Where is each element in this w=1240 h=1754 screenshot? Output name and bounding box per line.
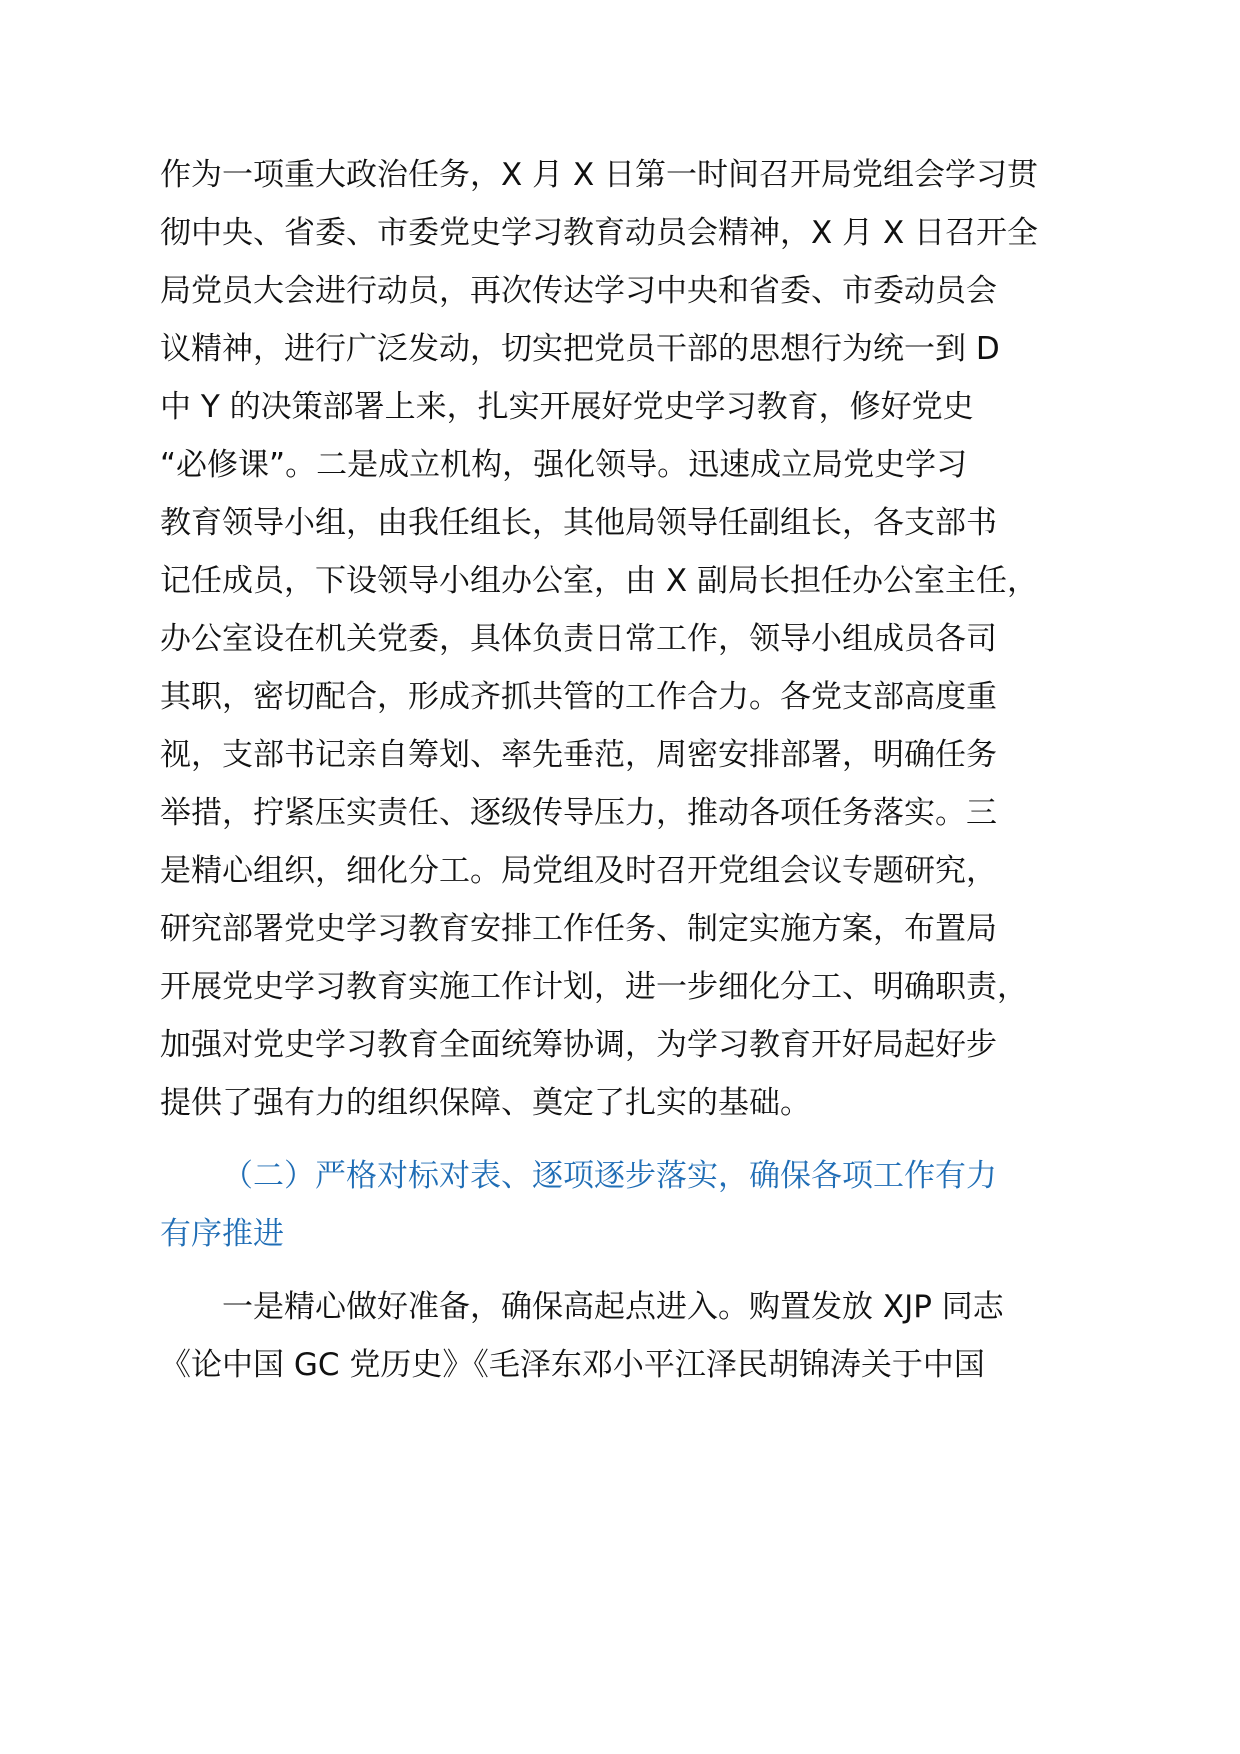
paragraph-line: 其职，密切配合，形成齐抓共管的工作合力。各党支部高度重: [160, 679, 997, 715]
paragraph-line: 加强对党史学习教育全面统筹协调，为学习教育开好局起好步: [160, 1027, 997, 1063]
paragraph-line: 局党员大会进行动员，再次传达学习中央和省委、市委动员会: [160, 273, 997, 309]
section-heading: （二）严格对标对表、逐项逐步落实，确保各项工作有力: [222, 1158, 997, 1194]
paragraph-line: 开展党史学习教育实施工作计划，进一步细化分工、明确职责，: [160, 969, 1028, 1005]
paragraph-line: 彻中央、省委、市委党史学习教育动员会精神，X 月 X 日召开全: [160, 215, 1039, 251]
paragraph-line: 提供了强有力的组织保障、奠定了扎实的基础。: [160, 1085, 811, 1121]
paragraph-line: “必修课”。二是成立机构，强化领导。迅速成立局党史学习: [160, 447, 968, 483]
paragraph-line: 视，支部书记亲自筹划、率先垂范，周密安排部署，明确任务: [160, 737, 997, 773]
paragraph-line: 一是精心做好准备，确保高起点进入。购置发放 XJP 同志: [222, 1289, 1004, 1325]
paragraph-line: 研究部署党史学习教育安排工作任务、制定实施方案，布置局: [160, 911, 997, 947]
paragraph-line: 是精心组织，细化分工。局党组及时召开党组会议专题研究，: [160, 853, 997, 889]
paragraph-line: 中 Y 的决策部署上来，扎实开展好党史学习教育，修好党史: [160, 389, 974, 425]
paragraph-line: 记任成员，下设领导小组办公室，由 X 副局长担任办公室主任，: [160, 563, 1038, 599]
paragraph-line: 举措，拧紧压实责任、逐级传导压力，推动各项任务落实。三: [160, 795, 997, 831]
paragraph-line: 议精神，进行广泛发动，切实把党员干部的思想行为统一到 D: [160, 331, 1000, 367]
section-heading: 有序推进: [160, 1216, 284, 1252]
paragraph-line: 《论中国 GC 党历史》《毛泽东邓小平江泽民胡锦涛关于中国: [160, 1347, 985, 1383]
paragraph-line: 作为一项重大政治任务，X 月 X 日第一时间召开局党组会学习贯: [160, 157, 1039, 193]
paragraph-line: 办公室设在机关党委，具体负责日常工作，领导小组成员各司: [160, 621, 997, 657]
paragraph-line: 教育领导小组，由我任组长，其他局领导任副组长，各支部书: [160, 505, 997, 541]
